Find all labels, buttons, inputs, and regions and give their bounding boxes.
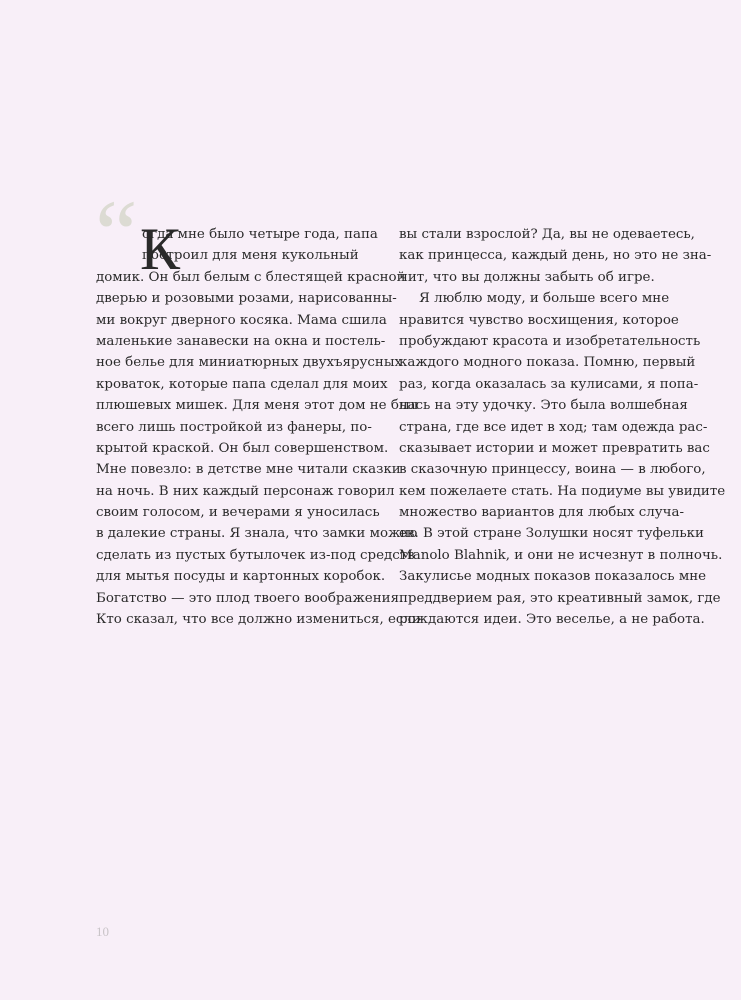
text-line: сказывает истории и может превратить вас — [399, 440, 710, 456]
text-line: маленькие занавески на окна и постель- — [96, 333, 386, 349]
text-line: плюшевых мишек. Для меня этот дом не был — [96, 398, 419, 414]
text-line: пробуждают красота и изобретательность — [399, 333, 701, 349]
text-line: раз, когда оказалась за кулисами, я попа- — [399, 376, 699, 392]
decorative-quote-icon: “ — [95, 180, 138, 287]
text-line: страна, где все идет в ход; там одежда рас- — [399, 419, 708, 435]
text-line: Manolo Blahnik, и они не исчезнут в полночь. — [399, 547, 723, 563]
text-line: вы стали взрослой? Да, вы не одеваетесь, — [399, 227, 695, 242]
text-line: ев. В этой стране Золушки носят туфельки — [399, 526, 704, 542]
drop-cap: К — [140, 216, 181, 282]
text-line: множество вариантов для любых случа- — [399, 505, 684, 521]
text-line: ми вокруг дверного косяка. Мама сшила — [96, 312, 387, 328]
text-line: нравится чувство восхищения, которое — [399, 312, 679, 328]
text-line: Закулисье модных показов показалось мне — [399, 569, 707, 585]
text-line: дверью и розовыми розами, нарисованны- — [96, 291, 397, 307]
text-line: сделать из пустых бутылочек из-под средств — [96, 547, 415, 563]
text-line: своим голосом, и вечерами я уносилась — [96, 505, 380, 521]
text-line: преддверием рая, это креативный замок, где — [399, 590, 721, 606]
text-line: домик. Он был белым с блестящей красной — [96, 269, 406, 285]
text-line: кроваток, которые папа сделал для моих — [96, 376, 388, 392]
text-line: огда мне было четыре года, папа — [142, 227, 378, 242]
page-number: 10 — [96, 924, 109, 939]
text-line: как принцесса, каждый день, но это не зна- — [399, 248, 712, 264]
text-line: лась на эту удочку. Это была волшебная — [399, 398, 688, 414]
text-line: Кто сказал, что все должно измениться, если — [96, 612, 421, 628]
text-line: кем пожелаете стать. На подиуме вы увидите — [399, 483, 726, 499]
text-line: Мне повезло: в детстве мне читали сказки — [96, 462, 401, 478]
left-column — [96, 224, 421, 630]
text-line: крытой краской. Он был совершенством. — [96, 440, 389, 456]
text-line: в далекие страны. Я знала, что замки можно — [96, 526, 418, 542]
text-line: всего лишь постройкой из фанеры, по- — [96, 419, 372, 435]
right-column — [399, 224, 726, 630]
text-line: чит, что вы должны забыть об игре. — [399, 269, 655, 285]
text-line: построил для меня кукольный — [142, 248, 359, 264]
text-line: Я люблю моду, и больше всего мне — [419, 291, 670, 307]
text-line: на ночь. В них каждый персонаж говорил — [96, 483, 395, 499]
text-line: для мытья посуды и картонных коробок. — [96, 569, 386, 585]
text-line: каждого модного показа. Помню, первый — [399, 355, 696, 371]
text-line: рождаются идеи. Это веселье, а не работа. — [399, 612, 705, 628]
text-line: в сказочную принцессу, воина — в любого, — [399, 462, 706, 478]
text-line: ное белье для миниатюрных двухъярусных — [96, 355, 403, 371]
text-line: Богатство — это плод твоего воображения. — [96, 590, 404, 606]
